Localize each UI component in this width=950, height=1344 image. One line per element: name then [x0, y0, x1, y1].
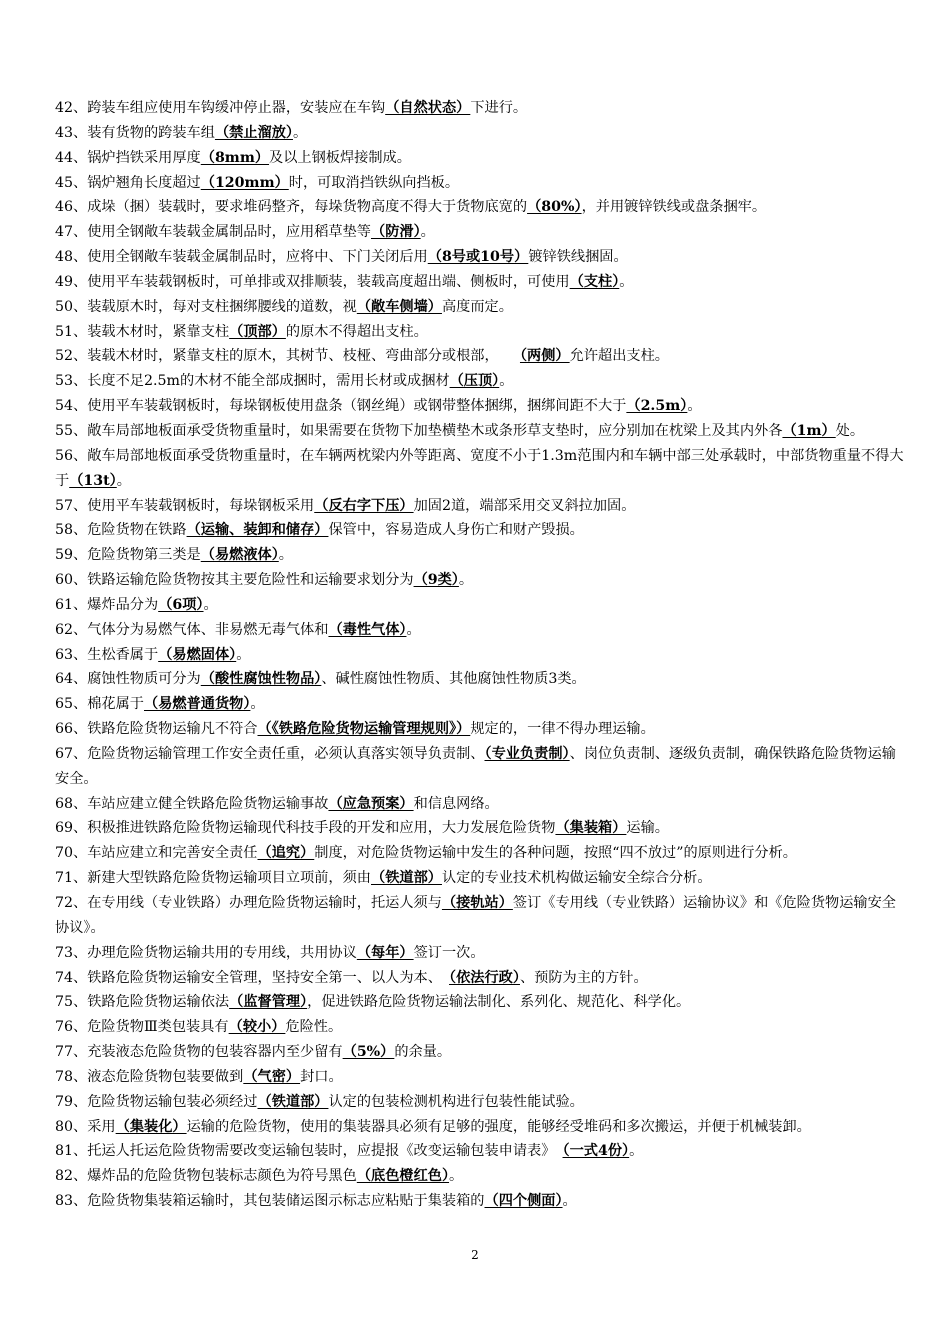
question-text-tail: 及以上钢板焊接制成。 [269, 149, 411, 166]
question-item [55, 1115, 905, 1140]
question-text: 70、车站应建立和完善安全责任 [55, 845, 258, 862]
question-text: 43、装有货物的跨装车组 [55, 124, 215, 141]
answer-text: （5%） [342, 1044, 395, 1061]
question-text: 53、长度不足2.5m的木材不能全部成捆时，需用长材或成捆材 [55, 373, 450, 390]
question-text-tail: 的原木不得超出支柱。 [285, 323, 428, 340]
question-item [55, 742, 905, 792]
question-text-tail: 。 [629, 1143, 644, 1160]
question-text-tail: 高度而定。 [441, 298, 513, 315]
question-text: 66、铁路危险货物运输凡不符合 [55, 721, 258, 738]
question-text: 80、采用 [55, 1118, 116, 1135]
question-text: 45、锅炉翘角长度超过 [55, 174, 201, 191]
question-text-tail: ，促进铁路危险货物运输法制化、系列化、规范化、科学化。 [307, 994, 691, 1011]
question-item [55, 667, 905, 692]
question-item [55, 643, 905, 668]
question-text: 72、在专用线（专业铁路）办理危险货物运输时，托运人须与 [55, 895, 442, 911]
answer-text: （易燃固体） [158, 646, 237, 663]
question-item [55, 692, 905, 717]
question-item [55, 344, 905, 369]
question-item [55, 1164, 905, 1189]
question-text-tail: 。 [250, 696, 265, 713]
question-text-tail: 。 [619, 273, 634, 290]
question-item [55, 1139, 905, 1164]
question-item [55, 866, 905, 891]
question-item [55, 394, 905, 419]
question-text: 71、新建大型铁路危险货物运输项目立项前，须由 [55, 870, 371, 887]
question-item [55, 96, 905, 121]
question-text-tail: 时，可取消挡铁纵向挡板。 [288, 174, 460, 191]
question-text-tail: 。 [458, 572, 474, 589]
answer-text: （追究） [257, 845, 315, 862]
question-text-tail: 。 [687, 398, 702, 415]
question-text-tail: 制度，对危险货物运输中发生的各种问题，按照“四不放过”的原则进行分析。 [314, 845, 797, 862]
question-text: 75、铁路危险货物运输依法 [55, 994, 230, 1011]
answer-text: （压顶） [449, 373, 500, 390]
answer-text: （反右字下压） [314, 497, 414, 514]
question-item [55, 1015, 905, 1040]
answer-text: （8mm） [200, 149, 270, 166]
question-text: 60、铁路运输危险货物按其主要危险性和运输要求划分为 [55, 572, 414, 589]
question-text-tail: 。 [116, 472, 131, 489]
answer-text: （6项） [158, 596, 204, 613]
question-text-tail: 危险性。 [285, 1019, 343, 1036]
question-text: 54、使用平车装载钢板时，每垛钢板使用盘条（钢丝绳）或钢带整体捆绑，捆绑间距不大于 [55, 398, 627, 415]
question-item [55, 891, 905, 941]
answer-text: （敞车侧墙） [356, 298, 442, 315]
answer-text: （四个侧面） [484, 1193, 563, 1210]
question-item [55, 941, 905, 966]
question-text-tail: 。 [499, 373, 514, 390]
answer-text: （1m） [782, 422, 836, 439]
question-text-tail: 。 [203, 596, 218, 613]
question-text-tail: 运输的危险货物，使用的集装器具必须有足够的强度，能够经受堆码和多次搬运，并便于机械装卸。 [186, 1118, 811, 1135]
answer-text: （专业负责制） [484, 745, 570, 762]
question-text: 52、装载木材时，紧靠支柱的原木，其树节、枝桠、弯曲部分或根部， [55, 348, 520, 365]
answer-text: （每年） [356, 944, 414, 961]
answer-text: （120mm） [200, 174, 289, 191]
question-item [55, 369, 905, 394]
answer-text: （一式4份） [562, 1143, 630, 1160]
question-text-tail: 认定的专业技术机构做运输安全综合分析。 [441, 870, 712, 887]
question-text: 81、托运人托运危险货物需要改变运输包装时，应提报《改变运输包装申请表》 [55, 1143, 563, 1160]
question-text-tail: 认定的包装检测机构进行包装性能试验。 [328, 1093, 584, 1110]
answer-text: （两侧） [519, 348, 570, 365]
question-text: 67、危险货物运输管理工作安全责任重，必须认真落实领导负责制、 [55, 745, 485, 762]
answer-text: （监督管理） [229, 994, 308, 1011]
answer-text: （铁道部） [371, 870, 442, 887]
answer-text: （接轨站） [441, 895, 513, 911]
question-text: 63、生松香属于 [55, 646, 159, 663]
question-text: 65、棉花属于 [55, 696, 144, 713]
question-item [55, 841, 905, 866]
question-text: 51、装载木材时，紧靠支柱 [55, 323, 230, 340]
question-item [55, 518, 905, 543]
question-text-tail: 和信息网络。 [413, 795, 499, 812]
question-text-tail: 、岗位负责制、逐级负责制，确保铁路危险货物运输安全。 [55, 745, 896, 787]
question-text-tail: 。 [420, 224, 435, 241]
question-text: 73、办理危险货物运输共用的专用线，共用协议 [55, 944, 357, 961]
question-item [55, 171, 905, 196]
question-item [55, 1040, 905, 1065]
question-text-tail: ，并用镀锌铁线或盘条捆牢。 [581, 199, 767, 216]
question-text-tail: 。 [562, 1193, 577, 1210]
question-text-tail: 封口。 [300, 1068, 343, 1085]
question-text-tail: 镀锌铁线捆固。 [528, 249, 628, 266]
page-number: 2 [471, 1248, 479, 1262]
question-text: 79、危险货物运输包装必须经过 [55, 1093, 258, 1110]
answer-text: （9类） [413, 572, 459, 589]
question-text: 47、使用全钢敞车装载金属制品时，应用稻草垫等 [55, 224, 371, 241]
question-text-tail: 。 [449, 1168, 464, 1185]
question-text-tail: 。 [406, 621, 421, 638]
question-text-tail: 规定的，一律不得办理运输。 [470, 721, 655, 738]
question-item [55, 295, 905, 320]
answer-text: （禁止溜放） [214, 124, 293, 141]
question-text: 68、车站应建立健全铁路危险货物运输事故 [55, 795, 329, 812]
question-item [55, 966, 905, 991]
answer-text: （《铁路危险货物运输管理规则》） [257, 721, 471, 738]
question-text-tail: 允许超出支柱。 [569, 348, 669, 365]
answer-text: （应急预案） [328, 795, 414, 812]
question-text: 44、锅炉挡铁采用厚度 [55, 149, 201, 166]
question-text: 74、铁路危险货物运输安全管理，坚持安全第一、以人为本、 [55, 969, 450, 986]
question-text: 58、危险货物在铁路 [55, 522, 187, 539]
question-text: 50、装载原木时，每对支柱捆绑腰线的道数，视 [55, 298, 357, 315]
question-item [55, 245, 905, 270]
question-item [55, 270, 905, 295]
question-text: 76、危险货物Ⅲ类包装具有 [55, 1019, 229, 1036]
question-text: 46、成垛（捆）装载时，要求堆码整齐，每垛货物高度不得大于货物底宽的 [55, 199, 528, 216]
question-text: 48、使用全钢敞车装载金属制品时，应将中、下门关闭后用 [55, 249, 428, 266]
answer-text: （酸性腐蚀性物品） [200, 671, 322, 688]
question-item [55, 593, 905, 618]
question-item [55, 444, 905, 494]
answer-text: （底色橙红色） [356, 1168, 450, 1185]
question-item [55, 543, 905, 568]
question-text: 49、使用平车装载钢板时，可单排或双排顺装，装载高度超出端、侧板时，可使用 [55, 273, 570, 290]
question-item [55, 1065, 905, 1090]
question-text: 82、爆炸品的危险货物包装标志颜色为符号黑色 [55, 1168, 357, 1185]
question-item [55, 195, 905, 220]
question-item [55, 816, 905, 841]
question-text-tail: 、碱性腐蚀性物质、其他腐蚀性物质3类。 [321, 671, 586, 688]
answer-text: （易燃普通货物） [144, 696, 251, 713]
answer-text: （较小） [228, 1019, 286, 1036]
question-text-tail: 。 [278, 547, 293, 564]
question-item [55, 618, 905, 643]
question-item [55, 1090, 905, 1115]
question-text-tail: 。 [292, 124, 308, 141]
answer-text: （毒性气体） [328, 621, 407, 638]
question-text: 62、气体分为易燃气体、非易燃无毒气体和 [55, 621, 329, 638]
question-item [55, 494, 905, 519]
question-text-tail: 加固2道，端部采用交叉斜拉加固。 [413, 497, 636, 514]
question-text-tail: 。 [236, 646, 251, 663]
question-text: 56、敞车局部地板面承受货物重量时，在车辆两枕梁内外等距离、宽度不小于1.3m范围内和车辆中部三处承载时，中部货物重量不得大于 [55, 447, 904, 489]
question-text-tail: 处。 [835, 422, 865, 439]
question-text: 83、危险货物集装箱运输时，其包装储运图示标志应粘贴于集装箱的 [55, 1193, 485, 1210]
question-text-tail: 保管中，容易造成人身伤亡和财产毁损。 [328, 522, 584, 539]
answer-text: （依法行政） [449, 969, 520, 986]
question-item [55, 990, 905, 1015]
document-body [55, 96, 905, 1214]
answer-text: （铁道部） [257, 1093, 329, 1110]
question-text: 55、敞车局部地板面承受货物重量时，如果需要在货物下加垫横垫木或条形草支垫时，应分别加在枕梁上及其内外各 [55, 422, 783, 439]
question-item [55, 1189, 905, 1214]
answer-text: （自然状态） [385, 100, 471, 116]
question-item [55, 220, 905, 245]
question-text-tail: 签订《专用线（专业铁路）运输协议》和《危险货物运输安全协议》。 [55, 895, 896, 936]
question-text: 59、危险货物第三类是 [55, 547, 201, 564]
question-text: 77、充装液态危险货物的包装容器内至少留有 [55, 1044, 343, 1061]
answer-text: （集装化） [115, 1118, 187, 1135]
question-text: 64、腐蚀性物质可分为 [55, 671, 201, 688]
answer-text: （气密） [243, 1068, 301, 1085]
question-text-tail: 的余量。 [394, 1044, 452, 1061]
question-item [55, 568, 905, 593]
question-text: 61、爆炸品分为 [55, 596, 159, 613]
answer-text: （集装箱） [555, 820, 627, 837]
question-text-tail: 、预防为主的方针。 [519, 969, 648, 986]
question-item [55, 320, 905, 345]
question-text: 42、跨装车组应使用车钩缓冲停止器，安装应在车钩 [55, 100, 386, 116]
answer-text: （13t） [69, 472, 117, 489]
answer-text: （2.5m） [626, 398, 688, 415]
question-text: 57、使用平车装载钢板时，每垛钢板采用 [55, 497, 315, 514]
question-item [55, 792, 905, 817]
answer-text: （防滑） [371, 224, 421, 241]
question-item [55, 419, 905, 444]
question-text: 78、液态危险货物包装要做到 [55, 1068, 244, 1085]
answer-text: （支柱） [569, 273, 620, 290]
answer-text: （8号或10号） [427, 249, 529, 266]
answer-text: （易燃液体） [200, 547, 279, 564]
question-text-tail: 运输。 [626, 820, 669, 837]
question-text-tail: 签订一次。 [413, 944, 485, 961]
question-text-tail: 下进行。 [470, 100, 528, 116]
answer-text: （顶部） [229, 323, 286, 340]
answer-text: （80%） [527, 199, 582, 216]
question-text: 69、积极推进铁路危险货物运输现代科技手段的开发和应用，大力发展危险货物 [55, 820, 556, 837]
question-item [55, 146, 905, 171]
question-item [55, 121, 905, 146]
question-item [55, 717, 905, 742]
answer-text: （运输、装卸和储存） [186, 522, 329, 539]
